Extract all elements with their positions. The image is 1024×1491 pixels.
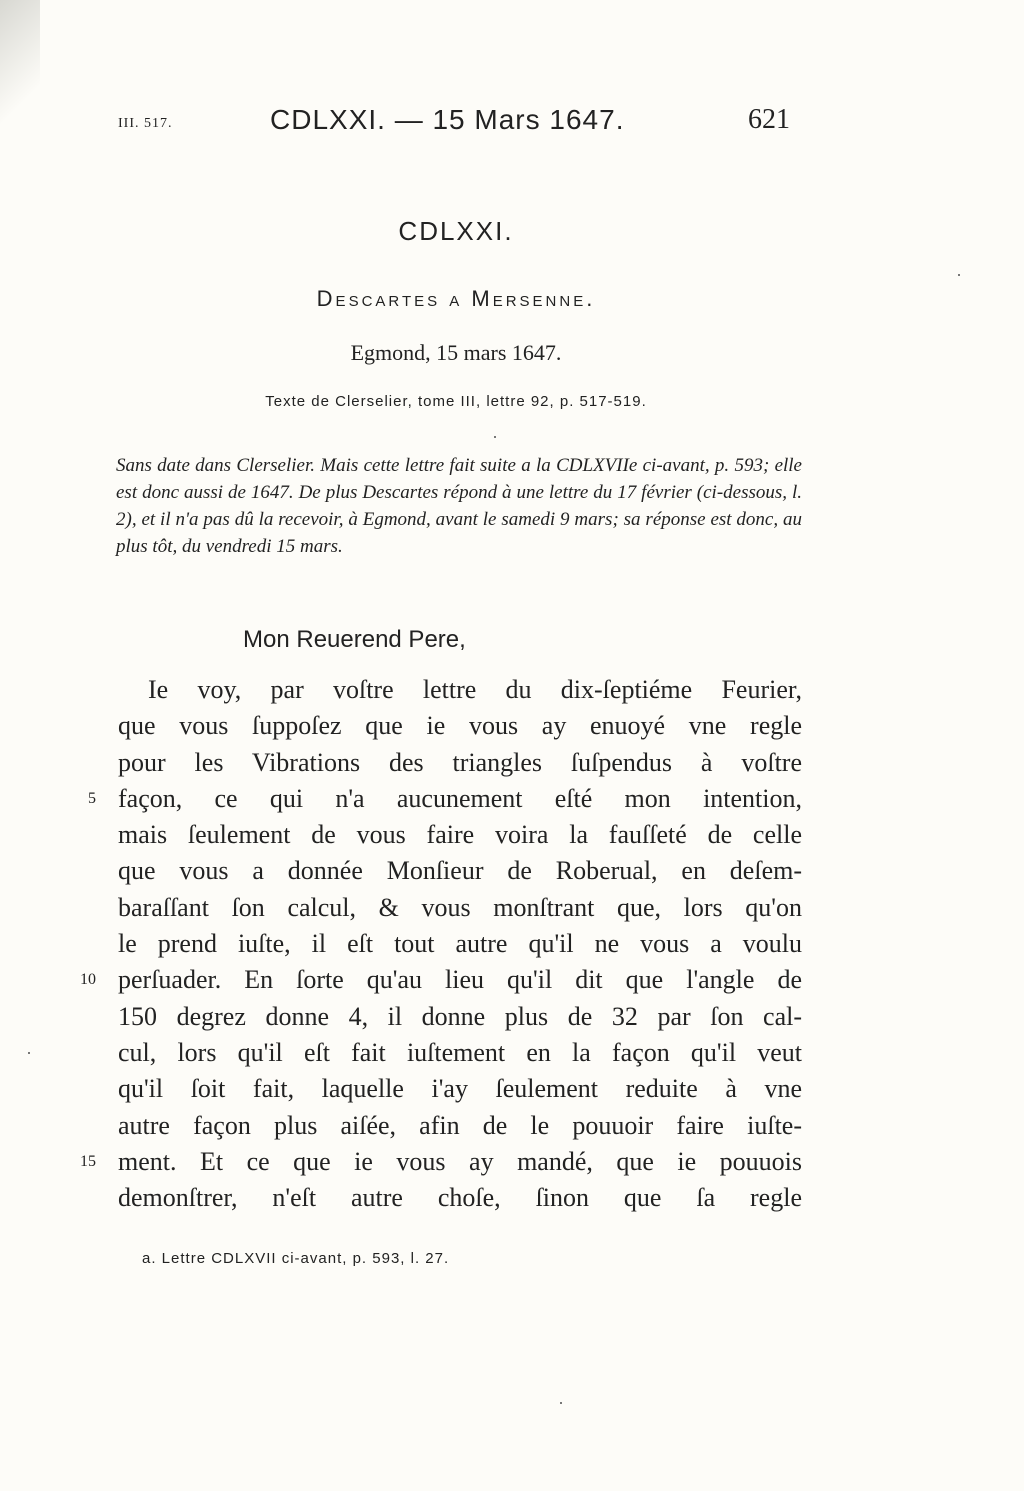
letter-number: CDLXXI. — [398, 216, 514, 246]
body-line-wrapper — [118, 1071, 802, 1107]
body-line-wrapper — [118, 1035, 802, 1071]
body-line-wrapper — [80, 962, 802, 998]
body-line: autre façon plus aiſée, afin de le pouuoir faire iuſte- — [118, 1110, 802, 1140]
body-line: perſuader. En ſorte qu'au lieu qu'il dit que l'angle de — [118, 965, 802, 995]
body-line-wrapper — [118, 999, 802, 1035]
body-line: Ie voy, par voſtre lettre du dix-ſeptiéme Feurier, — [148, 675, 802, 704]
salutation: Mon Reuerend Pere, — [243, 626, 466, 653]
editorial-note: Sans date dans Clerselier. Mais cette lettre fait suite a la CDLXVIIe ci-avant, p. 593; elle est donc aussi de 1647. De plus Descartes répond à une lettre du 17 février (ci-dessous, l. 2), et il n'a pas dû la recevoir, à Egmond, avant le samedi 9 mars; sa réponse est donc, au plus tôt, du vendredi 15 mars. — [116, 455, 802, 557]
body-line: 150 degrez donne 4, il donne plus de 32 par ſon cal- — [118, 1001, 802, 1031]
place-date: Egmond, 15 mars 1647. — [350, 340, 562, 365]
page-number: 621 — [748, 104, 790, 135]
body-line: le prend iuſte, il eſt tout autre qu'il ne vous a voulu — [118, 929, 802, 959]
line-number: 10 — [80, 971, 96, 989]
print-speck — [560, 1402, 562, 1404]
print-speck — [494, 436, 496, 438]
body-line-wrapper — [88, 781, 802, 817]
print-speck — [28, 1052, 30, 1054]
footnote: a. Lettre CDLXVII ci-avant, p. 593, l. 27. — [142, 1250, 450, 1267]
body-line-wrapper — [118, 672, 802, 708]
body-line: que vous a donnée Monſieur de Roberual, en deſem- — [118, 856, 802, 886]
body-line-wrapper — [118, 890, 802, 926]
body-line-wrapper — [80, 1144, 802, 1180]
body-line: mais ſeulement de vous faire voira la fauſſeté de celle — [118, 820, 802, 850]
body-line-wrapper — [118, 1108, 802, 1144]
body-line: cul, lors qu'il eſt fait iuſtement en la façon qu'il veut — [118, 1037, 802, 1067]
correspondents-heading: Descartes a Mersenne. — [316, 286, 596, 311]
body-line-wrapper — [118, 708, 802, 744]
line-number: 15 — [80, 1152, 96, 1170]
body-line: demonſtrer, n'eſt autre choſe, ſinon que ſa regle — [118, 1183, 802, 1213]
body-line-wrapper — [118, 745, 802, 781]
body-line: que vous ſuppoſez que ie vous ay enuoyé vne regle — [118, 711, 802, 741]
body-line-wrapper — [118, 926, 802, 962]
body-line: qu'il ſoit fait, laquelle i'ay ſeulement reduite à vne — [118, 1074, 802, 1104]
running-head — [0, 104, 1024, 144]
line-number: 5 — [88, 789, 96, 807]
running-head-reference: III. 517. — [118, 116, 173, 131]
body-line: pour les Vibrations des triangles ſuſpendus à voſtre — [118, 747, 802, 777]
body-line-wrapper — [118, 853, 802, 889]
body-line: baraſſant ſon calcul, & vous monſtrant que, lors qu'on — [118, 892, 802, 922]
letter-body — [80, 672, 802, 1216]
body-line: façon, ce qui n'a aucunement eſté mon intention, — [118, 783, 802, 813]
running-head-title: CDLXXI. — 15 Mars 1647. — [270, 104, 625, 135]
print-speck — [958, 274, 960, 276]
body-line: ment. Et ce que ie vous ay mandé, que ie pouuois — [118, 1146, 802, 1176]
body-line-wrapper — [118, 817, 802, 853]
source-reference: Texte de Clerselier, tome III, lettre 92, p. 517-519. — [265, 393, 647, 410]
body-line-wrapper — [118, 1180, 802, 1216]
